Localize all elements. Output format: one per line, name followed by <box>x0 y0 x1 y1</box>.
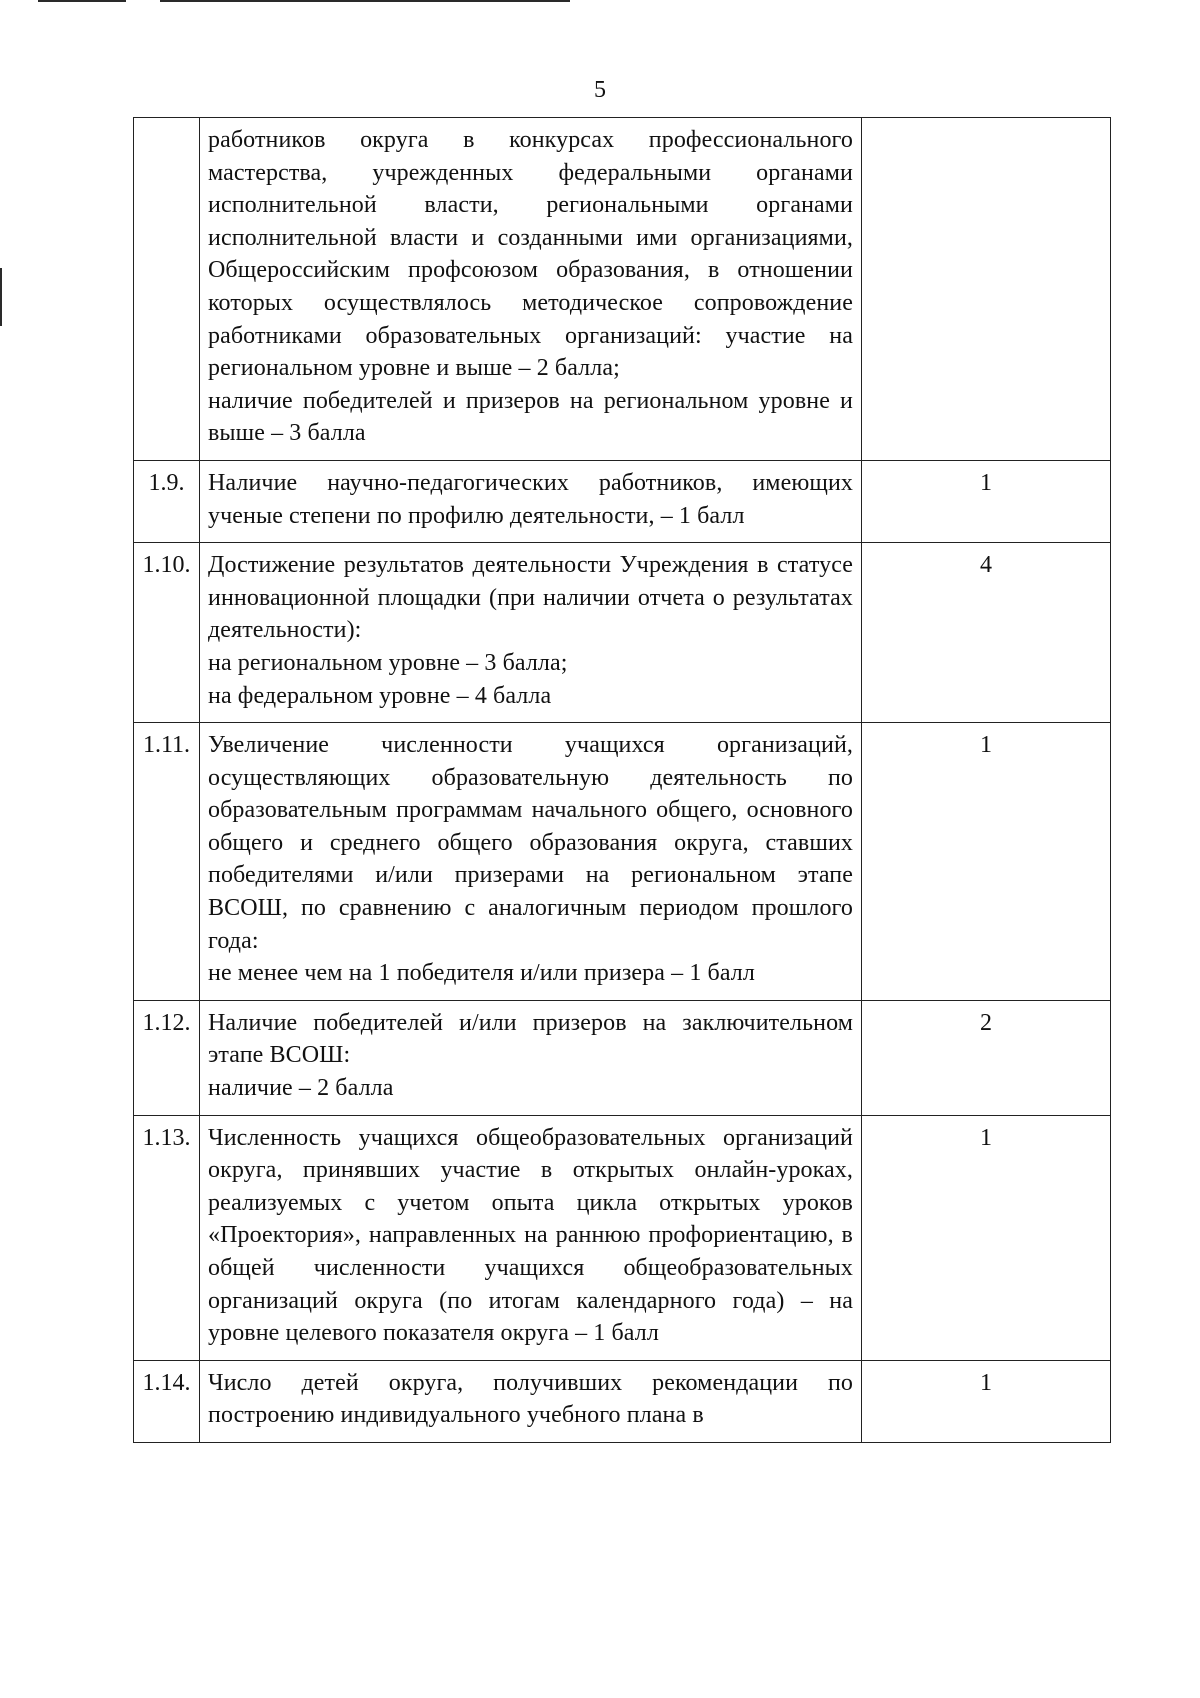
row-score: 1 <box>862 1360 1111 1442</box>
description-paragraph: Наличие победителей и/или призеров на заключительном этапе ВСОШ: <box>208 1009 853 1069</box>
row-score: 2 <box>862 1000 1111 1115</box>
row-score <box>862 118 1111 461</box>
description-paragraph: не менее чем на 1 победителя и/или призера – 1 балл <box>208 960 755 987</box>
row-description <box>200 723 862 1001</box>
row-score: 1 <box>862 1115 1111 1360</box>
row-score: 1 <box>862 460 1111 542</box>
table-row <box>134 1360 1111 1442</box>
table-row <box>134 118 1111 461</box>
row-description <box>200 1360 862 1442</box>
row-number <box>134 118 200 461</box>
description-paragraph: Наличие научно-педагогических работников, имеющих ученые степени по профилю деятельности, – 1 балл <box>208 469 853 529</box>
description-paragraph: Численность учащихся общеобразовательных организаций округа, принявших участие в открытых онлайн-уроках, реализуемых с учетом опыта цикла открытых уроков «Проектория», направленных на раннюю профориентацию, в общей численности учащихся общеобразовательных организаций округа (по итогам календарного года) – на уровне целевого показателя округа – 1 балл <box>208 1124 853 1347</box>
row-number: 1.11. <box>134 723 200 1001</box>
row-description <box>200 543 862 723</box>
row-score: 1 <box>862 723 1111 1001</box>
description-paragraph: на региональном уровне – 3 балла; <box>208 649 568 676</box>
description-paragraph: Увеличение численности учащихся организаций, осуществляющих образовательную деятельность по образовательным программам начального общего, основного общего и среднего общего образования округа, ставших победителями и/или призерами на региональном этапе ВСОШ, по сравнению с аналогичным периодом прошлого года: <box>208 732 853 954</box>
row-number: 1.14. <box>134 1360 200 1442</box>
row-number: 1.9. <box>134 460 200 542</box>
scan-artifact-line <box>38 0 126 2</box>
criteria-table <box>133 117 1111 1443</box>
table-row <box>134 543 1111 723</box>
table-row <box>134 723 1111 1001</box>
row-number: 1.10. <box>134 543 200 723</box>
description-paragraph: работников округа в конкурсах профессионального мастерства, учрежденных федеральными органами исполнительной власти, региональными органами исполнительной власти и созданными ими организациями, Общероссийским профсоюзом образования, в отношении которых осуществлялось методическое сопровождение работниками образовательных организаций: участие на региональном уровне и выше – 2 балла; <box>208 127 853 382</box>
row-score: 4 <box>862 543 1111 723</box>
row-description <box>200 118 862 461</box>
description-paragraph: наличие победителей и призеров на региональном уровне и выше – 3 балла <box>208 387 853 447</box>
scan-artifact-line <box>160 0 570 2</box>
table-row <box>134 460 1111 542</box>
description-paragraph: Число детей округа, получивших рекомендации по построению индивидуального учебного плана в <box>208 1369 853 1429</box>
table-row <box>134 1000 1111 1115</box>
row-description <box>200 1000 862 1115</box>
row-description <box>200 460 862 542</box>
description-paragraph: на федеральном уровне – 4 балла <box>208 682 552 709</box>
description-paragraph: Достижение результатов деятельности Учреждения в статусе инновационной площадки (при наличии отчета о результатах деятельности): <box>208 552 853 644</box>
page-number: 5 <box>594 77 606 103</box>
row-number: 1.12. <box>134 1000 200 1115</box>
row-number: 1.13. <box>134 1115 200 1360</box>
scan-artifact-mark <box>0 268 2 326</box>
table-row <box>134 1115 1111 1360</box>
row-description <box>200 1115 862 1360</box>
description-paragraph: наличие – 2 балла <box>208 1075 394 1102</box>
